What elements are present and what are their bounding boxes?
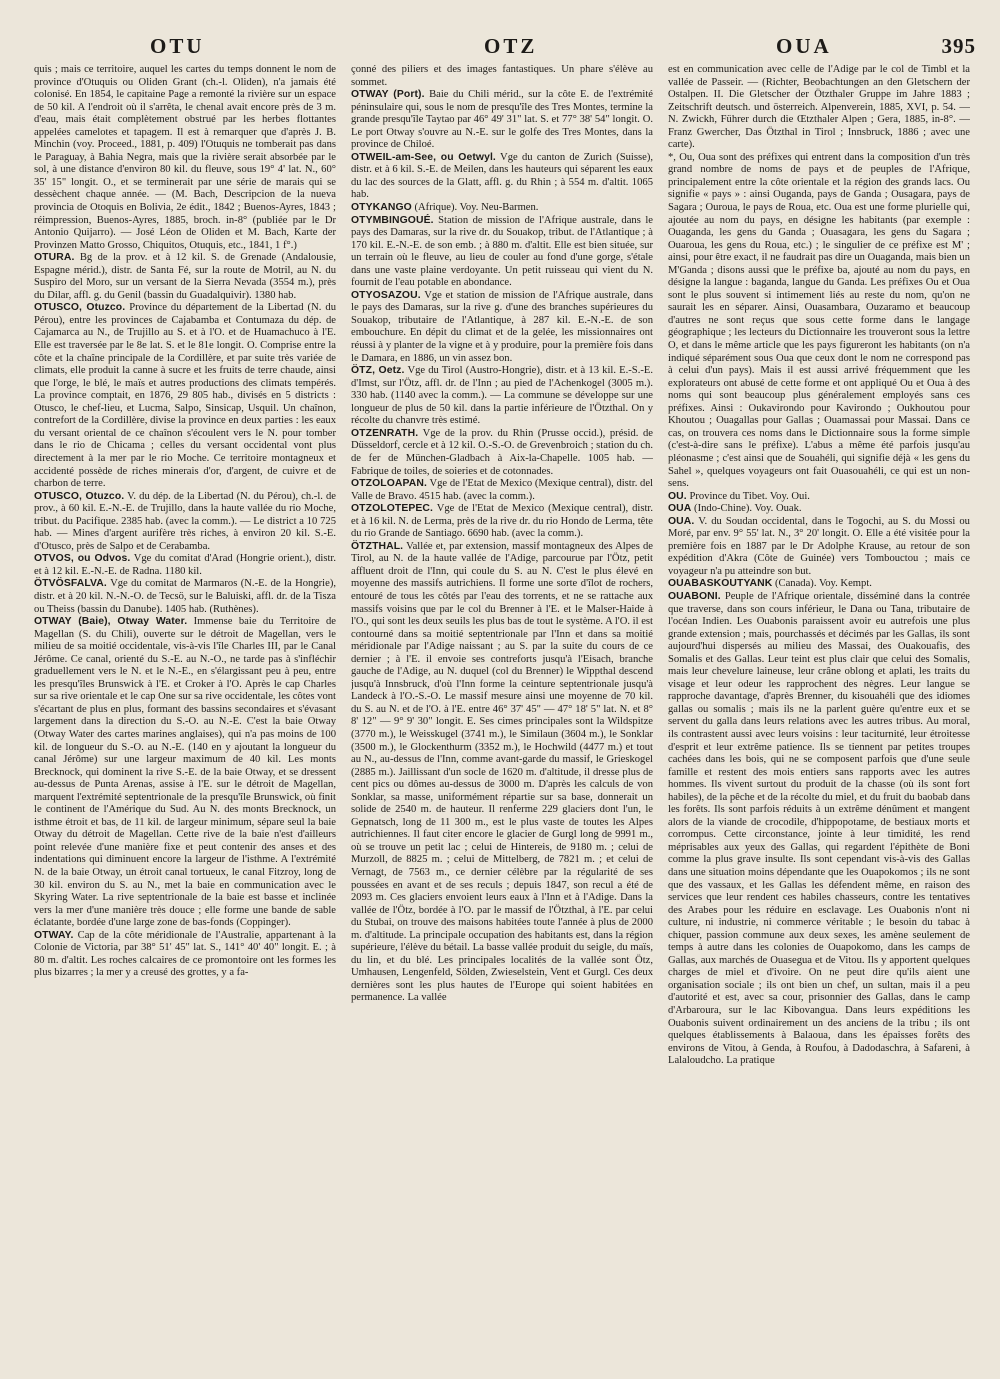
dictionary-entry xyxy=(34,252,336,302)
dictionary-entry xyxy=(34,64,336,252)
entry-text: Vge et station de mission de l'Afrique australe, dans le pays des Damaras, sur la rive g. d'une des branches supérieures du Souakop, tributaire de l'Atlantique, à 287 kil. E.-N.-E. de son embouchure. En dépit du climat et de la gelée, les missionnaires ont réussi à y planter de la vigne et à y produire, pour la première fois dans le Damara, en 1886, un vin assez bon. xyxy=(351,289,653,364)
dictionary-entry xyxy=(351,428,653,478)
running-head xyxy=(32,34,976,60)
entry-text: Cap de la côte méridionale de l'Australie, appartenant à la Colonie de Victoria, par 38° 51' 45" lat. S., 141° 40' 40" longit. E. ; à 80 m. d'altit. Les roches calcaires de ce promontoire ont les formes les plus bizarres ; la mer y a creusé des grottes, y a fa- xyxy=(34,929,336,979)
entry-text: Bg de la prov. et à 12 kil. S. de Grenade (Andalousie, Espagne mérid.), distr. de Santa Fé, sur la route de Motril, au N. du Suspiro del Moro, sur un versant de la Sierra Nevada (3554 m.), près du Dilar, affl. g. du Genil (bassin du Guadalquivir). 1380 hab. xyxy=(34,252,336,301)
entry-text: Vge du comitat d'Arad (Hongrie orient.), distr. et à 12 kil. E.-N.-E. de Radna. 1180 kil. xyxy=(34,553,336,577)
entry-text: Vge de l'Etat de Mexico (Mexique central), distr. et à 16 kil. N. de Lerma, près de la rive dr. du rio Hondo de Lerma, tête du rio Grande de Santiago. 6690 hab. (avec la comm.). xyxy=(351,503,653,540)
entry-headword: OTVOS, ou Odvos. xyxy=(34,553,131,565)
entry-headword: OTZOLOTEPEC. xyxy=(351,503,434,515)
dictionary-entry xyxy=(34,616,336,930)
dictionary-entry xyxy=(351,290,653,365)
entry-headword: OUABONI. xyxy=(668,590,721,602)
entry-headword: ÖTVÖSFALVA. xyxy=(34,578,107,590)
entry-text: Province du Tibet. Voy. Oui. xyxy=(689,490,810,502)
dictionary-entry xyxy=(34,930,336,980)
dictionary-entry xyxy=(668,491,970,504)
entry-headword: OTZENRATH. xyxy=(351,427,419,439)
dictionary-entry xyxy=(351,365,653,428)
dictionary-entry xyxy=(351,64,653,89)
entry-headword: OUA. xyxy=(668,515,695,527)
entry-text: (Afrique). Voy. Neu-Barmen. xyxy=(414,202,539,214)
running-head-left: OTU xyxy=(150,34,205,58)
entry-text: (Canada). Voy. Kempt. xyxy=(775,578,872,590)
entry-text: Vallée et, par extension, massif montagneux des Alpes de Tirol, au N. de la haute vallée de l'Adige, parcourue par l'Ötz, petit affluent droit de l'Inn, qui coule du S. au N. C'est le plus élevé en moyenne des massifs autrichiens. Il forme une sorte d'îlot de rochers, entouré de tous les côtés par l'eau des torrents, et ne se rattache aux massifs voisins que par le col du Brenner à l'E. et le Malser-Haide à l'O., qui sont les deux seuils les plus bas de tout le système. A l'O. il est contourné dans sa moitié septentrionale par l'Inn et dans sa moitié méridionale par l'Adige naissant ; au S. par la suite du cours de ce dernier ; à l'E. il envoie ses contreforts jusqu'à l'Eisach, branche gauche de l'Adige, au N. duquel (col du Brenner) le Wippthal descend jusqu'à Innsbruck, d'où l'Inn forme la ceinture septentrionale jusqu'à Landeck à l'O.-S.-O. Le massif mesure ainsi une moyenne de 70 kil. du S. au N. et de l'O. à l'E. entre 46° 37' 45" — 47° 18' 5" lat. N. et 8° 8' 12" — 9° 9' 30" longit. E. Ses cimes principales sont la Wildspitze (3770 m.), le Weisskugel (3741 m.), le Similaun (3604 m.), le Sonklar (3500 m.), le Glockenthurm (3352 m.), le Hochwild (4477 m.) et tout au N., au-dessus de l'Inn, comme avant-garde du massif, le Grieskogel (2885 m.). Jaillissant d'un socle de 1620 m. d'altitude, il dresse plus de cent pics ou dômes au-dessus de 3000 m. D'après les calculs de von Sonklar, sa masse, uniformément répartie sur sa base, donnerait un solide de 2540 m. de hauteur. Il renferme 229 glaciers dont l'un, le Gepnatsch, long de 11 300 m., est le plus vaste de toutes les Alpes autrichiennes. Il faut citer encore le glacier de Gurgl long de 9991 m., où se trouve un petit lac ; celui de Hintereis, de 9180 m. ; celui de Murzoll, de 8825 m. ; celui de Mittelberg, de 7821 m. ; et celui de Vernagt, de 7563 m., ce dernier célèbre par la régularité de ses poussées en avant et de ses reculs ; depuis 1847, son recul a été de 2093 m. Ces glaciers envoient leurs eaux à l'Inn et à l'Adige. Dans la vallée de l'Ötz, bordée à l'O. par le massif de l'Ötzthal, à l'E. par celui du Stubai, on trouve des maisons habitées toute l'année à plus de 2000 m. d'altitude. La principale occupation des habitants est, dans la région supérieure, l'élève du bétail. La basse vallée produit du seigle, du maïs, du lin, et du blé. Les principales localités de la vallée sont Ötz, Umhausen, Lengenfeld, Sölden, Zwieselstein, Vent et Gurgl. Ces deux dernières sont les plus hautes de l'Europe qui soient habitées en permanence. La vallée xyxy=(351,540,653,1004)
dictionary-entry xyxy=(351,152,653,202)
entry-headword: OTUSCO, Otuzco. xyxy=(34,302,126,314)
entry-text: Immense baie du Territoire de Magellan (S. du Chili), ouverte sur le détroit de Magellan, vers le milieu de sa moitié occidentale, vis-à-vis l'île Charles III, par le Canal Jérôme. Ce canal, orienté du S.-E. au N.-O., ne tarde pas à s'infléchir graduellement vers le N. et le N.-E., en s'élargissant peu à peu, entre les presqu'îles Brunswick à l'E. et Croker à l'O. Après le cap Charles sur sa rive orientale et le cap One sur sa rive occidentale, les côtes vont s'écartant de plus en plus, formant des bassins secondaires et s'évasant largement dans la direction du S.-O. au N.-E. C'est la baie Otway (Otway Water des cartes marines anglaises), qui n'a pas moins de 100 kil. de longueur du S.-O. au N.-E. (140 en y ajoutant la longueur du canal Jérôme) sur une largeur maximum de 40 kil. Les monts Brecknock, qui dominent la rive S.-E. de la baie Otway, et se dressent au-dessus de Punta Arenas, assise à l'E. sur le détroit de Magellan, marquent l'extrémité septentrionale de la presqu'île Brunswick, où finit le continent de l'Amérique du Sud. Au N. des monts Brecknock, un isthme étroit et bas, de 11 kil. de largeur minimum, sépare seul la baie Otway du détroit de Magellan. Cette rive de la baie n'est d'ailleurs point relevée d'une manière fixe et peut contenir des anses et des indentations qui diminuent encore la largeur de l'isthme. A l'extrémité N. de la baie Otway, un étroit canal tortueux, le canal Fitzroy, long de 30 kil. environ du S. au N., met la baie en communication avec le Skyring Water. La rive septentrionale de la baie est basse et inclinée vers la mer d'une manière très douce ; elle forme une bande de sable éclatante, bordée d'une large zone de bas-fonds (Coppinger). xyxy=(34,616,336,929)
entry-text: Vge de l'Etat de Mexico (Mexique central), distr. del Valle de Bravo. 4515 hab. (avec la comm.). xyxy=(351,478,653,502)
dictionary-entry xyxy=(668,64,970,152)
entry-headword: OTURA. xyxy=(34,252,75,264)
entry-text: çonné des piliers et des images fantastiques. Un phare s'élève au sommet. xyxy=(351,64,653,88)
dictionary-entry xyxy=(668,503,970,516)
entry-headword: OTYMBINGOUÉ. xyxy=(351,214,434,226)
entry-headword: OTZOLOAPAN. xyxy=(351,478,427,490)
entry-text: Peuple de l'Afrique orientale, disséminé dans la contrée que traverse, dans son cours inférieur, le Dana ou Tana, tributaire de l'océan Indien. Les Ouabonis paraissent avoir eu autrefois une plus grande extension ; mais, pourchassés et décimés par les Gallas, ils sont aujourd'hui dispersés au milieu des Massai, des Ouakouafis, des Somalis et des Gallas. Leur teint est plus clair que celui des Somalis, mais leur chevelure laineuse, leur crâne oblong et aplati, les traits du visage et leur odeur les rapprochent des nègres. Leur langue se rapproche davantage, d'après Brenner, du kisouahéli que des idiomes gallas ou somalis ; mais ils ne la parlent guère qu'entre eux et se servent du galla dans leurs relations avec les autres tribus. Au moral, ils contrastent aussi avec leurs voisins : leur taciturnité, leur étroitesse d'esprit et leur extrême patience. Ils se tiennent par petites troupes cachées dans les bois, qui ne se composent parfois que d'une seule famille et restent des mois entiers sans rapports avec les autres hommes. Ils vivent surtout du produit de la chasse (où ils sont fort habiles), de la pêche et de la récolte du miel, et du fruit du baobab dans les forêts. Ils sont parfois réduits à un extrême dénûment et mangent alors de la viande de crocodile, d'hippopotame, de bestiaux morts et corrompus. Cette circonstance, jointe à leur timidité, les rend méprisables aux yeux des Gallas, qui regardent l'épithète de Boni comme la plus grave insulte. Ils sont cependant vis-à-vis des Gallas dans une situation moins dépendante que les Ouapokomos ; ils ne sont que des vassaux, et les Gallas les défendent même, en raison des services que leur rendent ces habiles chasseurs, contre les tentatives des Arabes pour les réduire en esclavage. Les Ouabonis n'ont ni culture, ni industrie, ni commerce véritable ; le besoin du tabac à chiquer, passion commune aux deux sexes, les amène seulement de temps à autre dans les colonies de Ouapokomo, dans les camps de Gallas, aux marchés de Ouasegua et de Vitou. Ils y apportent quelques charges de miel et d'ivoire. On ne peut dire qu'ils aient une organisation sociale ; ils ont bien un chef, un sultan, mais il a peu d'autorité et est, avec sa cour, prisonnier des Gallas, dans le camp d'Arbaroura, sur le lac Kibovangua. Dans leurs expéditions les Ouabonis suivent ordinairement un des anciens de la tribu ; ils ont quelques établissements à Balaoua, dans les épaisses forêts des environs de Vitou, à Genda, à Roufou, à Dadodaschra, à Safareni, à Lalaloudcho. La pratique xyxy=(668,590,970,1067)
entry-text: V. du dép. de la Libertad (N. du Pérou), ch.-l. de prov., à 60 kil. E.-N.-E. de Trujillo, dans la haute vallée du rio Moche, tribut. du Pacifique. 2385 hab. (avec la comm.). — Le district a 10 725 hab. — Mines d'argent aurifère très riches, à environ 20 kil. S.-E. d'Otusco, près de Salpo et de Cerabamba. xyxy=(34,490,336,552)
entry-text: Baie du Chili mérid., sur la côte E. de l'extrémité péninsulaire qui, sous le nom de presqu'île des Tres Montes, termine la grande presqu'île Taytao par 46° 49' 31" lat. S. et 77° 38' 54" longit. O. Le port Otway s'ouvre au N.-E. sur le golfe des Tres Montes, dans la province de Chiloé. xyxy=(351,89,653,151)
page-number: 395 xyxy=(941,34,976,58)
dictionary-entry xyxy=(351,503,653,541)
entry-headword: OTWAY (Port). xyxy=(351,89,425,101)
dictionary-entry xyxy=(351,478,653,503)
entry-headword: OTYOSAZOU. xyxy=(351,289,421,301)
entry-headword: OUA xyxy=(668,503,692,515)
text-columns xyxy=(34,64,970,1364)
dictionary-entry xyxy=(351,541,653,1005)
dictionary-entry xyxy=(34,491,336,554)
entry-text: Vge du canton de Zurich (Suisse), distr. et à 6 kil. S.-E. de Meilen, dans les hauteurs qui séparent les eaux du lac des sources de la Glatt, affl. g. du Rhin ; à 554 m. d'altit. 1065 hab. xyxy=(351,151,653,201)
entry-headword: OTWEIL-am-See, ou Oetwyl. xyxy=(351,151,496,163)
entry-headword: OTUSCO, Otuzco. xyxy=(34,490,125,502)
entry-text: Vge du comitat de Marmaros (N.-E. de la Hongrie), distr. et à 20 kil. N.-N.-O. de Tecsö, sur le Baluiski, affl. dr. de la Tisza ou Theiss (bassin du Danube). 1405 hab. (Ruthènes). xyxy=(34,578,336,615)
dictionary-entry xyxy=(351,89,653,152)
entry-text: Province du département de la Libertad (N. du Pérou), entre les provinces de Cajabamba et Contumaza du dép. de Cajamarca au N., de Trujillo au S. et à l'O. et de Huamachuco à l'E. Elle est traversée par le 8e lat. S. et le 81e longit. O. Comprise entre la côte et la chaîne principale de la Cordillère, et par suite très variée de climats, elle produit la canne à sucre et les fruits de terre chaude, ainsi que l'orge, le blé, le maïs et autres productions des climats tempérés. La province comptait, en 1876, 29 805 hab., divisés en 5 districts : Otusco, le chef-lieu, et Lucma, Salpo, Sinsicap, Usquil. Un chaînon, contrefort de la Cordillère, divise la province en deux parties : les eaux du versant oriental de ce chaînon s'écoulent vers le N. pour tomber dans le rio de Chicama ; celles du versant occidental vont plus directement à la mer par le rio Moche. Ce territoire montagneux et accidenté possède de riches minerais d'or, d'argent, de cuivre et de charbon de terre. xyxy=(34,302,336,490)
dictionary-entry xyxy=(351,202,653,215)
entry-headword: OTWAY (Baie), Otway Water. xyxy=(34,616,188,628)
entry-text: V. du Soudan occidental, dans le Togochi, au S. du Mossi ou Moré, par env. 9° 55' lat. N., 3° 20' longit. O. Elle a été visitée pour la première fois en 1887 par le Dr Adolphe Krause, au retour de son expédition d'Akra (Côte de Guinée) vers Tombouctou ; mais ce voyageur n'a pu atteindre son but. xyxy=(668,515,970,577)
column-middle xyxy=(351,64,653,1364)
dictionary-entry xyxy=(668,591,970,1068)
entry-headword: ÖTZTHAL. xyxy=(351,540,404,552)
entry-text: Station de mission de l'Afrique australe, dans le pays des Damaras, sur la rive dr. du Souakop, tribut. de l'Atlantique ; à 170 kil. E.-N.-E. de son emb. ; à 880 m. d'altit. Elle est bien située, sur un terrain où le fleuve, au lieu de couler au fond d'une gorge, s'étale dans une vaste plaine verdoyante. Un petit ruisseau qui vient du N. fournit de l'eau potable en abondance. xyxy=(351,214,653,289)
entry-headword: OUABASKOUTYANK xyxy=(668,578,773,590)
column-right xyxy=(668,64,970,1364)
entry-headword: OTYKANGO xyxy=(351,202,412,214)
dictionary-entry xyxy=(668,152,970,491)
dictionary-entry xyxy=(34,553,336,578)
dictionary-entry xyxy=(668,516,970,579)
entry-text: Vge du Tirol (Austro-Hongrie), distr. et à 13 kil. E.-S.-E. d'Imst, sur l'Ötz, affl. dr. de l'Inn ; au pied de l'Achenkogel (3005 m.). 330 hab. (1140 avec la comm.). — La commune se développe sur une longueur de plus de 50 kil. dans la partie inférieure de l'Ötzthal. On y récolte du chanvre très estimé. xyxy=(351,365,653,427)
dictionary-entry xyxy=(34,302,336,490)
entry-headword: OU. xyxy=(668,490,687,502)
column-left xyxy=(34,64,336,1364)
entry-headword: ÖTZ, Oetz. xyxy=(351,365,405,377)
entry-text: (Indo-Chine). Voy. Ouak. xyxy=(694,503,802,515)
entry-headword: OTWAY. xyxy=(34,929,74,941)
running-head-center: OTZ xyxy=(484,34,538,58)
entry-text: *, Ou, Oua sont des préfixes qui entrent dans la composition d'un très grand nombre de noms de pays et de peuples de l'Afrique, principalement entre la côte orientale et la région des grands lacs. Ou signifie « pays » : ainsi Ouganda, pays de Ganda ; Ousagara, pays de Sagara ; Ouroua, le pays de Roua, etc. Oua est une forme plurielle qui, ajoutée au nom du pays, en désigne les habitants (par exemple : Ouaganda, les gens du Ganda ; Ouasagara, les gens du Sagara ; Ouaroua, les gens du Roua, etc.) ; le singulier de ce préfixe est M' ; ainsi, pour être exact, il ne faudrait pas dire un Ouaganda, mais bien un M'Ganda ; disons aussi que le préfixe ba, ajouté au nom du pays, en désigne la langue : baganda, langue du Ganda. Les préfixes Ou et Oua sont le plus souvent si intimement liés au reste du nom, qu'on ne saurait les en séparer. Ainsi, Ouasambara, Ouzaramo et beaucoup d'autres ne sont reçus que sous cette forme dans le langage géographique ; les lecteurs du Dictionnaire les trouveront sous la lettre O, et dans le même article que les pays figureront les habitants (on n'a indiqué séparément sous Oua que ceux dont le nom ne correspond pas à celui d'un pays). Mais il est aussi arrivé fréquemment que les explorateurs ont abusé de cette forme et ont appliqué Ou et Oua à des noms qui sont beaucoup plus généralement employés sans ces préfixes. Ainsi : Oukavirondo pour Kavirondo ; Oukhoutou pour Khoutou ; Ouagallas pour Gallas ; Ouamassai pour Massai. Dans ce cas, on trouvera ces noms dans le Dictionnaire sous la forme simple (c'est-à-dire sans le préfixe). L'abus a même été parfois jusqu'au pléonasme ; c'est ainsi que de Souahéli, qui signifie déjà « les gens du Sahel », quelques voyageurs ont fait Ouasouahéli, ce qui est un non-sens. xyxy=(668,151,970,490)
dictionary-entry xyxy=(351,215,653,290)
dictionary-entry xyxy=(668,578,970,591)
dictionary-entry xyxy=(34,578,336,616)
running-head-right: OUA xyxy=(776,34,832,58)
entry-text: est en communication avec celle de l'Adige par le col de Timbl et la vallée de Passeir. — (Richter, Beobachtungen an den Gletschern der Ostalpen. II. Die Gletscher der Ötzthaler Gruppe im Jahre 1883 ; Zeitschrift deutsch. und österreich. Alpenverein, 1885, XVI, p. 54. — N. Zwickh, Führer durch die Œtzthaler Alpen ; Gera, 1885, in-8°. — Franz Gwercher, Das Ötzthal in Tirol ; Innsbruck, 1886 ; avec une carte). xyxy=(668,64,970,151)
entry-text: Vge de la prov. du Rhin (Prusse occid.), présid. de Düsseldorf, cercle et à 12 kil. O.-S.-O. de Grevenbroich ; station du ch. de fer de München-Gladbach à Aix-la-Chapelle. 1005 hab. — Fabrique de toiles, de soieries et de cotonnades. xyxy=(351,427,653,477)
entry-text: quis ; mais ce territoire, auquel les cartes du temps donnent le nom de province d'Otuquis ou Oliden Grant (ch.-l. Oliden), n'a jamais été colonisé. En 1854, le capitaine Page a remonté la rivière sur un espace de 50 kil. A l'endroit où il s'arrêta, le chenal avait encore près de 3 m. d'eau, mais était complètement obstrué par les herbes flottantes appelées camelotes et tapagem. Il est à remarquer que d'après J. B. Minchin (voy. Proceed., 1881, p. 409) l'Otuquis ne tomberait pas dans le Paraguay, à Bahia Negra, mais que la rivière serait absorbée par le sol, à une distance d'environ 80 kil. du fleuve, sous 19° 4' lat. N., 60° 35' 15" longit. O., et se terminerait par une série de marais qui se dessèchent chaque année. — (M. Bach, Descripcion de la nueva provincia de Otoquis en Bolivia, 2e édit., 1842 ; Buenos-Ayres, 1843 ; réimpression, Buenos-Ayres, 1885, broch. in-8° (publiée par le Dr Antonio Quijarro). — José Léon de Oliden et M. Bach, Karte der Provinzen Matto Grosso, Chiquitos, Otuquis, etc., 1841, 1 f°.) xyxy=(34,64,336,251)
